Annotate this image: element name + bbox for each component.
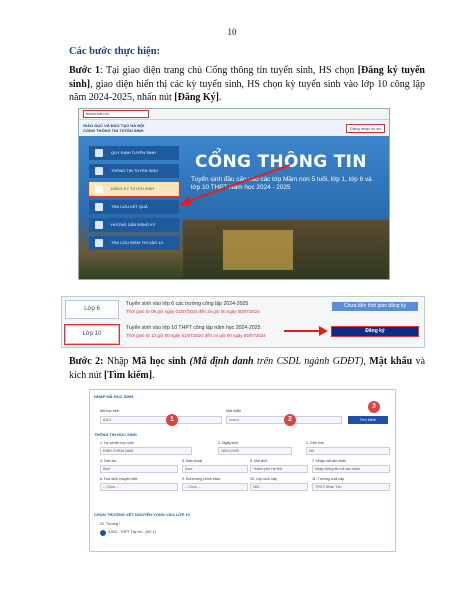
field-label: 9. Đối tượng chính sách xyxy=(182,477,221,481)
logo-line-1: GIÁO DỤC VÀ ĐÀO TẠO HÀ NỘI xyxy=(83,123,145,128)
student-id-label: Mã học sinh xyxy=(100,409,120,413)
city-image xyxy=(183,220,389,280)
policy-select[interactable]: -- Chọn -- xyxy=(182,483,248,491)
step2-italic-1: (Mã định danh xyxy=(186,356,254,367)
search-button[interactable]: Tìm kiếm xyxy=(348,416,388,424)
step1-text-1: : Tại giao diện trang chủ Cổng thông tin tuyển sinh, HS chọn xyxy=(100,65,358,76)
section-student-id: NHẬP MÃ HỌC SINH xyxy=(94,394,134,399)
guide-icon xyxy=(95,221,103,229)
menu-label: TRA CỨU ĐIỂM THI VÀO 10 xyxy=(111,240,163,245)
phone-input[interactable]: 0xxx xyxy=(182,465,248,473)
step-badge-2: 2 xyxy=(284,414,296,426)
menu-item-scores[interactable] xyxy=(89,236,179,250)
step1-label: Bước 1 xyxy=(69,65,101,76)
menu-item-guide[interactable] xyxy=(89,218,179,232)
register-button[interactable]: Đăng ký xyxy=(332,327,418,336)
login-link[interactable]: Đăng nhập hồ sơ xyxy=(346,124,385,133)
step1-bold-1: [Đăng ký tuyển sinh] xyxy=(69,65,425,90)
dob-input[interactable]: 16/01/2009 xyxy=(218,447,292,455)
grade-10-title: Tuyển sinh vào lớp 10 THPT công lập năm học 2024-2025 xyxy=(126,325,261,331)
portal-menu xyxy=(89,146,179,254)
menu-label: THÔNG TIN TUYỂN SINH xyxy=(111,168,159,173)
step-badge-1: 1 xyxy=(166,414,178,426)
choice-label: 12. Trường * xyxy=(100,522,121,526)
section-heading: Các bước thực hiện: xyxy=(69,46,161,57)
section-student-info: THÔNG TIN HỌC SINH xyxy=(94,432,137,437)
url-field[interactable]: hanoi.edu.vn xyxy=(83,110,149,118)
menu-label: TRA CỨU KẾT QUẢ xyxy=(111,204,148,209)
step2-bold-2: Mật khẩu xyxy=(369,356,413,367)
document-icon xyxy=(95,149,103,157)
field-label: 4. Dân tộc xyxy=(100,459,117,463)
info-icon xyxy=(95,167,103,175)
school-choice-radio[interactable] xyxy=(100,530,106,536)
field-label: 3. Giới tính xyxy=(306,441,324,445)
captcha-input[interactable]: Nhập thông tin mã xác nhận xyxy=(312,465,390,473)
menu-item-info[interactable] xyxy=(89,164,179,178)
portal-screenshot xyxy=(78,108,390,280)
field-label: 6. Nơi sinh xyxy=(250,459,268,463)
step2-label: Bước 2: xyxy=(69,356,104,367)
full-name-input[interactable]: ĐINH CHÍNH NAM xyxy=(100,447,192,455)
step2-text-3: và kích nút xyxy=(69,356,426,381)
school-choice-value: 3-002 - THPT Tây Hồ - (NV 1) xyxy=(108,530,156,534)
field-label: 7. Nhập mã xác nhận xyxy=(312,459,347,463)
score-icon xyxy=(95,239,103,247)
step2-bold-1: Mã học sinh xyxy=(131,356,187,367)
grade-6-title: Tuyển sinh vào lớp 6 các trường công lập 2024-2025 xyxy=(126,301,249,307)
step2-bold-3: [Tìm kiếm] xyxy=(104,369,153,381)
step2-paragraph xyxy=(57,355,425,382)
grade-6-button[interactable]: Chưa đến thời gian đăng ký xyxy=(332,302,418,311)
pencil-icon xyxy=(95,185,103,193)
final-school-input[interactable]: THCS Nhân Tạo xyxy=(312,483,390,491)
step1-text-2: , giao diện hiển thị các kỳ tuyển sinh, HS chọn kỳ tuyển sinh vào lớp 10 công lập năm 2024-2025, nhấn nút xyxy=(69,78,425,103)
hero-title: CỔNG THÔNG TIN xyxy=(195,152,367,172)
student-lookup-screenshot xyxy=(89,389,396,552)
special-student-select[interactable]: -- Chọn -- xyxy=(100,483,178,491)
menu-item-regulations[interactable] xyxy=(89,146,179,160)
password-label: Mật khẩu xyxy=(226,409,241,413)
browser-url-bar[interactable] xyxy=(79,109,389,120)
section-school-choice: CHỌN TRƯỜNG XÉT NGUYỆN VỌNG VÀO LỚP 10 xyxy=(94,512,190,517)
birthplace-select[interactable]: Thành phố Hà Nội xyxy=(250,465,308,473)
portal-logo xyxy=(83,123,144,133)
step1-text-3: . xyxy=(219,92,222,103)
final-class-input[interactable]: 9A3 xyxy=(250,483,308,491)
logo-line-2: CỔNG THÔNG TIN TUYỂN SINH xyxy=(83,128,144,133)
step-badge-3: 3 xyxy=(368,401,380,413)
menu-label: HƯỚNG DẪN ĐĂNG KÝ xyxy=(111,222,156,227)
menu-item-results[interactable] xyxy=(89,200,179,214)
field-label: 11. Trường cuối cấp xyxy=(312,477,345,481)
menu-label: QUY ĐỊNH TUYỂN SINH xyxy=(111,150,156,155)
hero-subtitle: Tuyển sinh đầu cấp vào các lớp Mầm non 5 tuổi, lớp 1, lớp 6 và lớp 10 THPT Năm học 2024 - 2025 xyxy=(191,176,372,191)
red-arrow-icon xyxy=(284,326,330,336)
grade-10-box[interactable]: Lớp 10 xyxy=(65,325,119,344)
red-arrow-icon xyxy=(175,161,295,211)
step1-paragraph xyxy=(57,64,425,105)
step2-text-4: . xyxy=(152,369,155,381)
gender-select[interactable]: Nữ xyxy=(306,447,390,455)
ethnicity-select[interactable]: Kinh xyxy=(100,465,178,473)
field-label: 2. Ngày sinh xyxy=(218,441,238,445)
step2-italic-2: trên CSDL ngành GDĐT) xyxy=(253,356,364,367)
grade-6-date: Thời gian từ 08 giờ ngày 01/07/2024 đến 24 giờ 00 ngày 05/07/2024 xyxy=(126,309,260,314)
step2-text-1: Nhập xyxy=(103,356,132,367)
portal-hero xyxy=(79,136,389,280)
menu-item-register[interactable] xyxy=(89,182,179,196)
grade-selection-screenshot xyxy=(61,296,425,348)
field-label: 10. Lớp cuối cấp xyxy=(250,477,277,481)
field-label: 5. Điện thoại xyxy=(182,459,203,463)
student-id-input[interactable]: 0110 xyxy=(100,416,222,424)
field-label: 1. Họ và tên học sinh xyxy=(100,441,134,445)
portal-header xyxy=(79,120,389,136)
step1-bold-2: [Đăng Ký] xyxy=(174,92,219,103)
menu-label: ĐĂNG KÝ TUYỂN SINH xyxy=(111,186,155,191)
field-label: 8. Học sinh chuyên biệt xyxy=(100,477,138,481)
page-number: 10 xyxy=(227,27,237,37)
step2-text-2: , xyxy=(363,356,370,367)
password-input[interactable]: •••••••• xyxy=(226,416,342,424)
grade-10-date: Thời gian từ 13 giờ 00 ngày 01/07/2024 đến 24 giờ 00 ngày 05/07/2024 xyxy=(126,333,266,338)
search-icon xyxy=(95,203,103,211)
grade-6-box[interactable]: Lớp 6 xyxy=(65,300,119,319)
